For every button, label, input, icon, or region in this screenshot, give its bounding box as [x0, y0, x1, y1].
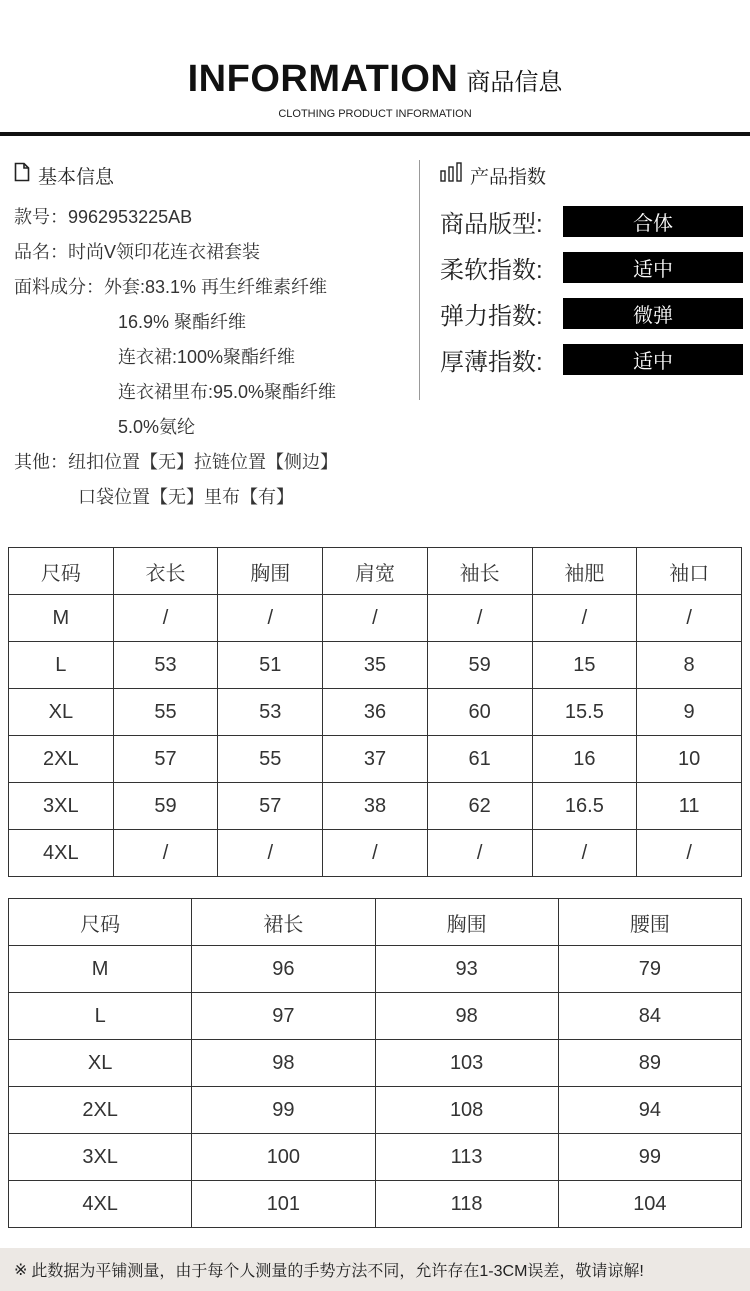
table-cell: 10 — [637, 736, 742, 783]
basic-info-list — [14, 200, 414, 515]
table-cell: 62 — [427, 783, 532, 830]
table-cell: 104 — [558, 1181, 741, 1228]
table-cell: 4XL — [9, 830, 114, 877]
table-cell: XL — [9, 1040, 192, 1087]
basic-info-value: 外套:83.1% 再生纤维素纤维 — [104, 277, 328, 297]
footer-note: 此数据为平铺测量，由于每个人测量的手势方法不同，允许存在1-3CM误差，敬请谅解! — [31, 1263, 644, 1280]
table-cell: 100 — [192, 1134, 375, 1181]
table-cell: 99 — [558, 1134, 741, 1181]
table-row — [9, 993, 742, 1040]
header-divider — [0, 132, 750, 136]
table-row — [9, 783, 742, 830]
top-size-table — [8, 547, 742, 877]
table-cell: 11 — [637, 783, 742, 830]
basic-info-row — [14, 235, 414, 270]
table-cell: 36 — [323, 689, 428, 736]
table-cell: 93 — [375, 946, 558, 993]
table-row — [9, 689, 742, 736]
table-cell: 55 — [218, 736, 323, 783]
basic-info-row — [14, 375, 414, 410]
basic-info-row — [14, 270, 414, 305]
table-row — [9, 1087, 742, 1134]
basic-info-value: 5.0%氨纶 — [118, 417, 196, 437]
basic-info-row — [14, 305, 414, 340]
product-index-row — [440, 198, 745, 244]
subtitle: CLOTHING PRODUCT INFORMATION — [278, 108, 472, 120]
table-cell: XL — [9, 689, 114, 736]
product-index-row — [440, 244, 745, 290]
table-cell: 103 — [375, 1040, 558, 1087]
page-header — [0, 0, 750, 140]
product-index-title: 产品指数 — [470, 166, 547, 188]
table-cell: 15 — [532, 642, 637, 689]
basic-info-label: 品名： — [14, 242, 68, 262]
product-index-value: 适中 — [563, 252, 743, 283]
table-cell: L — [9, 993, 192, 1040]
table-row — [9, 1134, 742, 1181]
table-cell: 97 — [192, 993, 375, 1040]
table-cell: / — [323, 830, 428, 877]
table-cell: 113 — [375, 1134, 558, 1181]
basic-info-row — [14, 200, 414, 235]
product-index-label: 弹力指数: — [440, 302, 543, 330]
column-header: 裙长 — [192, 899, 375, 946]
dress-size-table-header-row — [9, 899, 742, 946]
table-cell: 118 — [375, 1181, 558, 1228]
basic-info-row — [14, 445, 414, 480]
column-header: 衣长 — [113, 548, 218, 595]
table-cell: 38 — [323, 783, 428, 830]
table-cell: 79 — [558, 946, 741, 993]
column-header: 尺码 — [9, 548, 114, 595]
table-cell: / — [532, 830, 637, 877]
basic-info-value: 连衣裙里布:95.0%聚酯纤维 — [118, 382, 337, 402]
column-header: 胸围 — [218, 548, 323, 595]
table-cell: 94 — [558, 1087, 741, 1134]
basic-info-value: 纽扣位置【无】拉链位置【侧边】 — [68, 452, 338, 472]
table-cell: M — [9, 595, 114, 642]
table-cell: 16 — [532, 736, 637, 783]
product-index-row — [440, 290, 745, 336]
table-cell: M — [9, 946, 192, 993]
column-header: 腰围 — [558, 899, 741, 946]
column-header: 肩宽 — [323, 548, 428, 595]
table-cell: / — [218, 595, 323, 642]
footer-note-bar — [0, 1248, 750, 1291]
product-index-label: 厚薄指数: — [440, 348, 543, 376]
table-cell: 53 — [113, 642, 218, 689]
title-english: INFORMATION — [187, 58, 459, 100]
bar-chart-icon — [440, 162, 462, 188]
column-header: 尺码 — [9, 899, 192, 946]
basic-info-heading — [14, 160, 414, 190]
product-index-value: 合体 — [563, 206, 743, 237]
table-cell: / — [113, 595, 218, 642]
table-cell: 9 — [637, 689, 742, 736]
basic-info-row — [14, 410, 414, 445]
table-row — [9, 736, 742, 783]
title-row — [0, 58, 750, 101]
product-index-row — [440, 336, 745, 382]
table-row — [9, 946, 742, 993]
table-cell: 108 — [375, 1087, 558, 1134]
basic-info-value: 9962953225AB — [68, 207, 193, 227]
table-cell: 53 — [218, 689, 323, 736]
basic-info-label: 其他： — [14, 452, 68, 472]
basic-info-row — [14, 480, 414, 515]
table-cell: 3XL — [9, 1134, 192, 1181]
table-cell: 57 — [218, 783, 323, 830]
column-header: 袖长 — [427, 548, 532, 595]
table-row — [9, 1181, 742, 1228]
product-index-value: 微弹 — [563, 298, 743, 329]
table-cell: 16.5 — [532, 783, 637, 830]
basic-info-row — [14, 340, 414, 375]
table-row — [9, 642, 742, 689]
basic-info-label: 款号： — [14, 207, 68, 227]
product-index-heading — [440, 160, 745, 190]
table-cell: / — [218, 830, 323, 877]
table-cell: / — [323, 595, 428, 642]
table-cell: / — [113, 830, 218, 877]
product-index-label: 柔软指数: — [440, 256, 543, 284]
column-header: 袖肥 — [532, 548, 637, 595]
table-row — [9, 1040, 742, 1087]
table-cell: / — [427, 595, 532, 642]
document-icon — [14, 162, 30, 188]
table-row — [9, 830, 742, 877]
column-header: 袖口 — [637, 548, 742, 595]
basic-info-value: 16.9% 聚酯纤维 — [118, 312, 247, 332]
product-index-section — [440, 160, 745, 382]
section-divider — [419, 160, 420, 400]
table-cell: 98 — [375, 993, 558, 1040]
table-cell: 84 — [558, 993, 741, 1040]
title-chinese: 商品信息 — [466, 69, 563, 96]
asterisk-icon: ※ — [14, 1261, 28, 1279]
table-cell: / — [637, 830, 742, 877]
table-cell: 99 — [192, 1087, 375, 1134]
basic-info-value: 连衣裙:100%聚酯纤维 — [118, 347, 296, 367]
basic-info-title: 基本信息 — [38, 166, 115, 188]
table-cell: 60 — [427, 689, 532, 736]
basic-info-section — [14, 160, 414, 515]
table-cell: 59 — [113, 783, 218, 830]
table-cell: 4XL — [9, 1181, 192, 1228]
product-index-label: 商品版型: — [440, 210, 543, 238]
dress-size-table — [8, 898, 742, 1228]
table-cell: 96 — [192, 946, 375, 993]
product-index-list — [440, 198, 745, 382]
top-size-table-header-row — [9, 548, 742, 595]
table-cell: / — [637, 595, 742, 642]
table-cell: 3XL — [9, 783, 114, 830]
table-cell: / — [427, 830, 532, 877]
table-cell: 61 — [427, 736, 532, 783]
table-cell: 89 — [558, 1040, 741, 1087]
table-cell: 57 — [113, 736, 218, 783]
table-cell: 2XL — [9, 1087, 192, 1134]
table-cell: 101 — [192, 1181, 375, 1228]
table-cell: 51 — [218, 642, 323, 689]
table-cell: L — [9, 642, 114, 689]
table-cell: 8 — [637, 642, 742, 689]
table-row — [9, 595, 742, 642]
table-cell: 55 — [113, 689, 218, 736]
product-index-value: 适中 — [563, 344, 743, 375]
table-cell: 37 — [323, 736, 428, 783]
column-header: 胸围 — [375, 899, 558, 946]
table-cell: 35 — [323, 642, 428, 689]
table-cell: / — [532, 595, 637, 642]
basic-info-value: 时尚V领印花连衣裙套装 — [68, 242, 261, 262]
basic-info-value: 口袋位置【无】里布【有】 — [78, 487, 294, 507]
table-cell: 15.5 — [532, 689, 637, 736]
basic-info-label: 面料成分： — [14, 277, 104, 297]
table-cell: 2XL — [9, 736, 114, 783]
table-cell: 59 — [427, 642, 532, 689]
table-cell: 98 — [192, 1040, 375, 1087]
